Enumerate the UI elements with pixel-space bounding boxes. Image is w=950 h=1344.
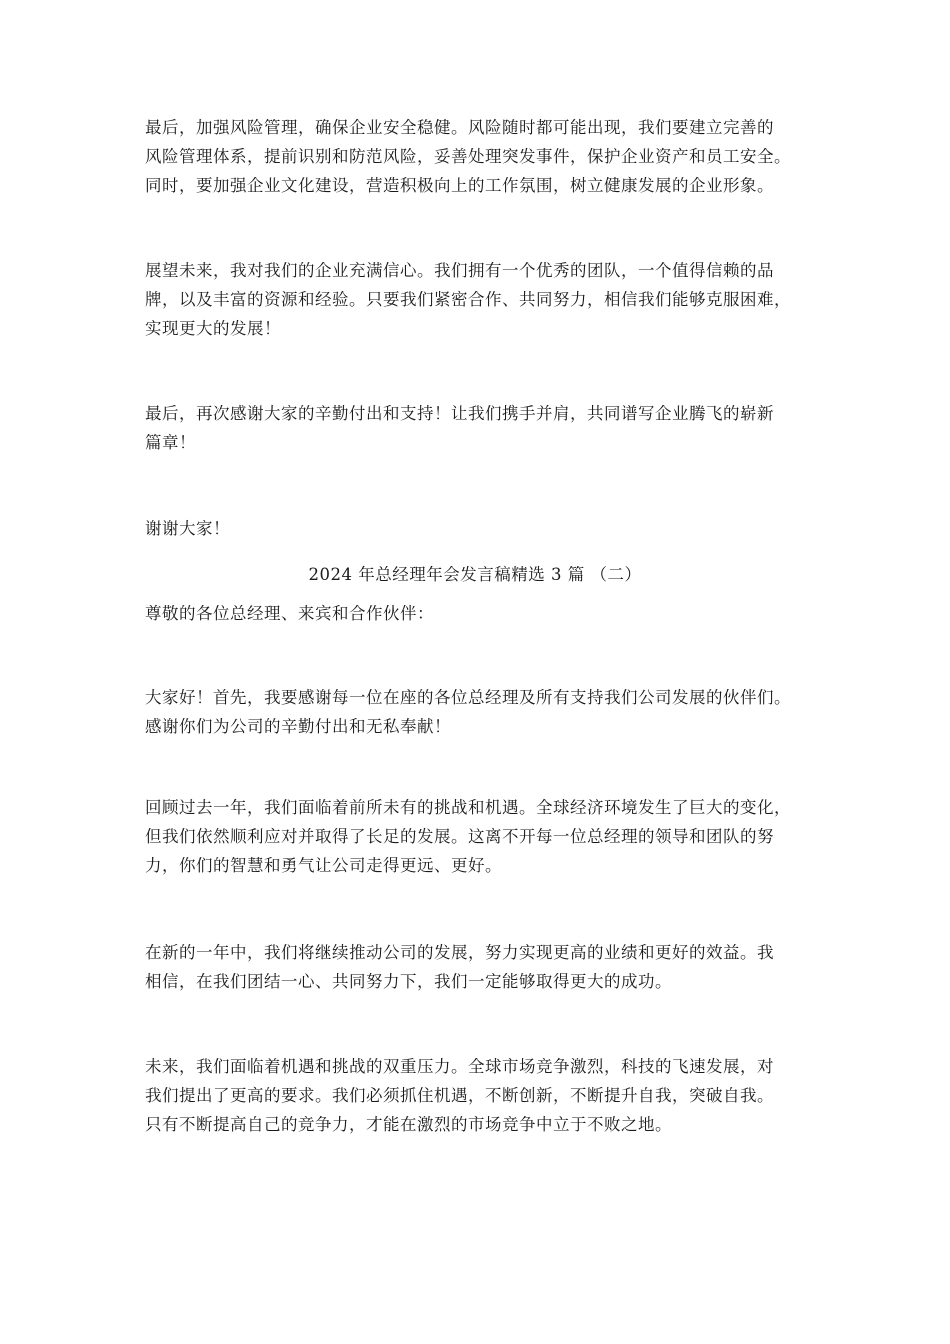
text-line: 只有不断提高自己的竞争力，才能在激烈的市场竞争中立于不败之地。 <box>145 1115 672 1134</box>
text-line: 尊敬的各位总经理、来宾和合作伙伴： <box>145 604 434 623</box>
text-line: 同时，要加强企业文化建设，营造积极向上的工作氛围，树立健康发展的企业形象。 <box>145 176 774 195</box>
paragraph-greeting <box>145 683 825 741</box>
text-line: 最后，再次感谢大家的辛勤付出和支持！让我们携手并肩，共同谱写企业腾飞的崭新 <box>145 404 774 423</box>
paragraph-new-year <box>145 938 825 996</box>
paragraph-closing <box>145 514 825 543</box>
section-title: 2024 年总经理年会发言稿精选 3 篇 （二） <box>308 565 642 584</box>
text-line: 我们提出了更高的要求。我们必须抓住机遇，不断创新，不断提升自我，突破自我。 <box>145 1086 774 1105</box>
text-line: 篇章！ <box>145 433 196 452</box>
text-line: 实现更大的发展！ <box>145 319 281 338</box>
text-line: 未来，我们面临着机遇和挑战的双重压力。全球市场竞争激烈，科技的飞速发展，对 <box>145 1057 774 1076</box>
text-line: 牌，以及丰富的资源和经验。只要我们紧密合作、共同努力，相信我们能够克服困难， <box>145 290 791 309</box>
text-line: 但我们依然顺利应对并取得了长足的发展。这离不开每一位总经理的领导和团队的努 <box>145 827 774 846</box>
text-line: 风险管理体系，提前识别和防范风险，妥善处理突发事件，保护企业资产和员工安全。 <box>145 147 791 166</box>
paragraph-thanks <box>145 399 825 457</box>
text-line: 相信，在我们团结一心、共同努力下，我们一定能够取得更大的成功。 <box>145 972 672 991</box>
text-line: 谢谢大家！ <box>145 519 230 538</box>
text-line: 最后，加强风险管理，确保企业安全稳健。风险随时都可能出现，我们要建立完善的 <box>145 118 774 137</box>
paragraph-outlook <box>145 256 825 343</box>
paragraph-risk-management <box>145 113 825 200</box>
paragraph-future <box>145 1052 825 1139</box>
text-line: 在新的一年中，我们将继续推动公司的发展，努力实现更高的业绩和更好的效益。我 <box>145 943 774 962</box>
text-line: 感谢你们为公司的辛勤付出和无私奉献！ <box>145 717 451 736</box>
paragraph-salutation <box>145 599 825 628</box>
paragraph-review <box>145 793 825 880</box>
text-line: 回顾过去一年，我们面临着前所未有的挑战和机遇。全球经济环境发生了巨大的变化， <box>145 798 791 817</box>
text-line: 展望未来，我对我们的企业充满信心。我们拥有一个优秀的团队，一个值得信赖的品 <box>145 261 774 280</box>
text-line: 大家好！首先，我要感谢每一位在座的各位总经理及所有支持我们公司发展的伙伴们。 <box>145 688 791 707</box>
text-line: 力，你们的智慧和勇气让公司走得更远、更好。 <box>145 856 502 875</box>
